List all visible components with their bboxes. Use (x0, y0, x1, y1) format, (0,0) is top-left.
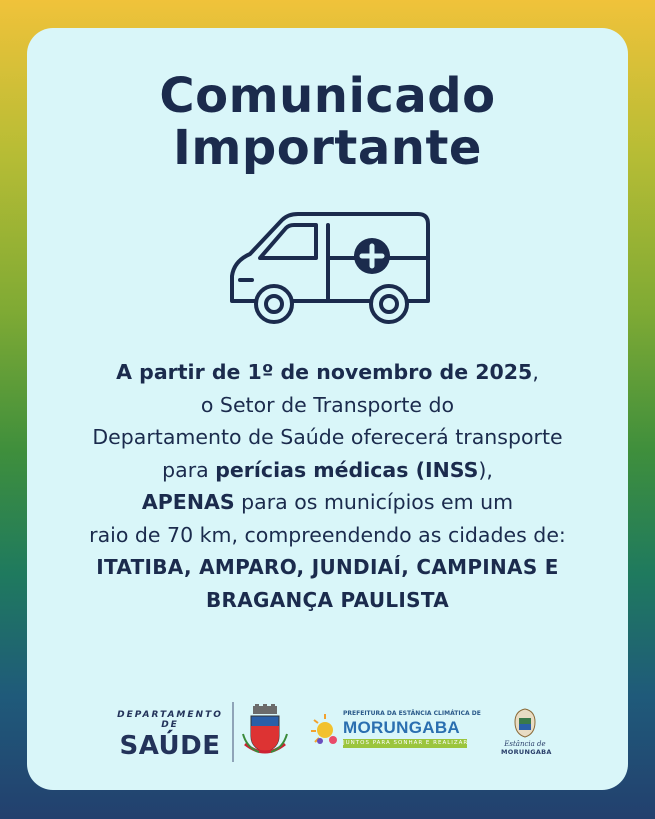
cities-line-1: ITATIBA, AMPARO, JUNDIAÍ, CAMPINAS E (96, 555, 559, 579)
cities-line-2: BRAGANÇA PAULISTA (205, 587, 450, 612)
announcement-card (27, 28, 628, 790)
page-title (27, 70, 628, 174)
departamento-saude-logo: DEPARTAMENTO DE SAÚDE (117, 710, 223, 761)
body-line-5: APENAS para os municípios em um (141, 490, 514, 514)
body-line-4: para perícias médicas (INSS), (162, 457, 493, 482)
announcement-body (27, 356, 628, 616)
title-line-1: Comunicado (159, 68, 496, 124)
body-line-6: raio de 70 km, compreendendo as cidades de: (89, 522, 566, 547)
body-line-3: Departamento de Saúde oferecerá transporte (92, 425, 563, 449)
estancia-seal-icon (514, 708, 536, 738)
footer-logos (27, 700, 628, 770)
body-line-2: o Setor de Transporte do (200, 392, 455, 417)
estancia-morungaba-logo: Estância de MORUNGABA (501, 708, 549, 768)
municipal-crest-icon (241, 704, 289, 760)
ambulance-van-icon (222, 206, 434, 328)
logo-divider (232, 702, 234, 762)
title-line-2: Importante (173, 120, 482, 176)
prefeitura-morungaba-logo: PREFEITURA DA ESTÂNCIA CLIMÁTICA DE MORUNGABA JUNTOS PARA SONHAR E REALIZAR (311, 710, 476, 762)
medical-cross-icon (354, 238, 390, 274)
body-line-1: A partir de 1º de novembro de 2025, (116, 360, 539, 384)
sun-logo-icon (311, 712, 341, 748)
